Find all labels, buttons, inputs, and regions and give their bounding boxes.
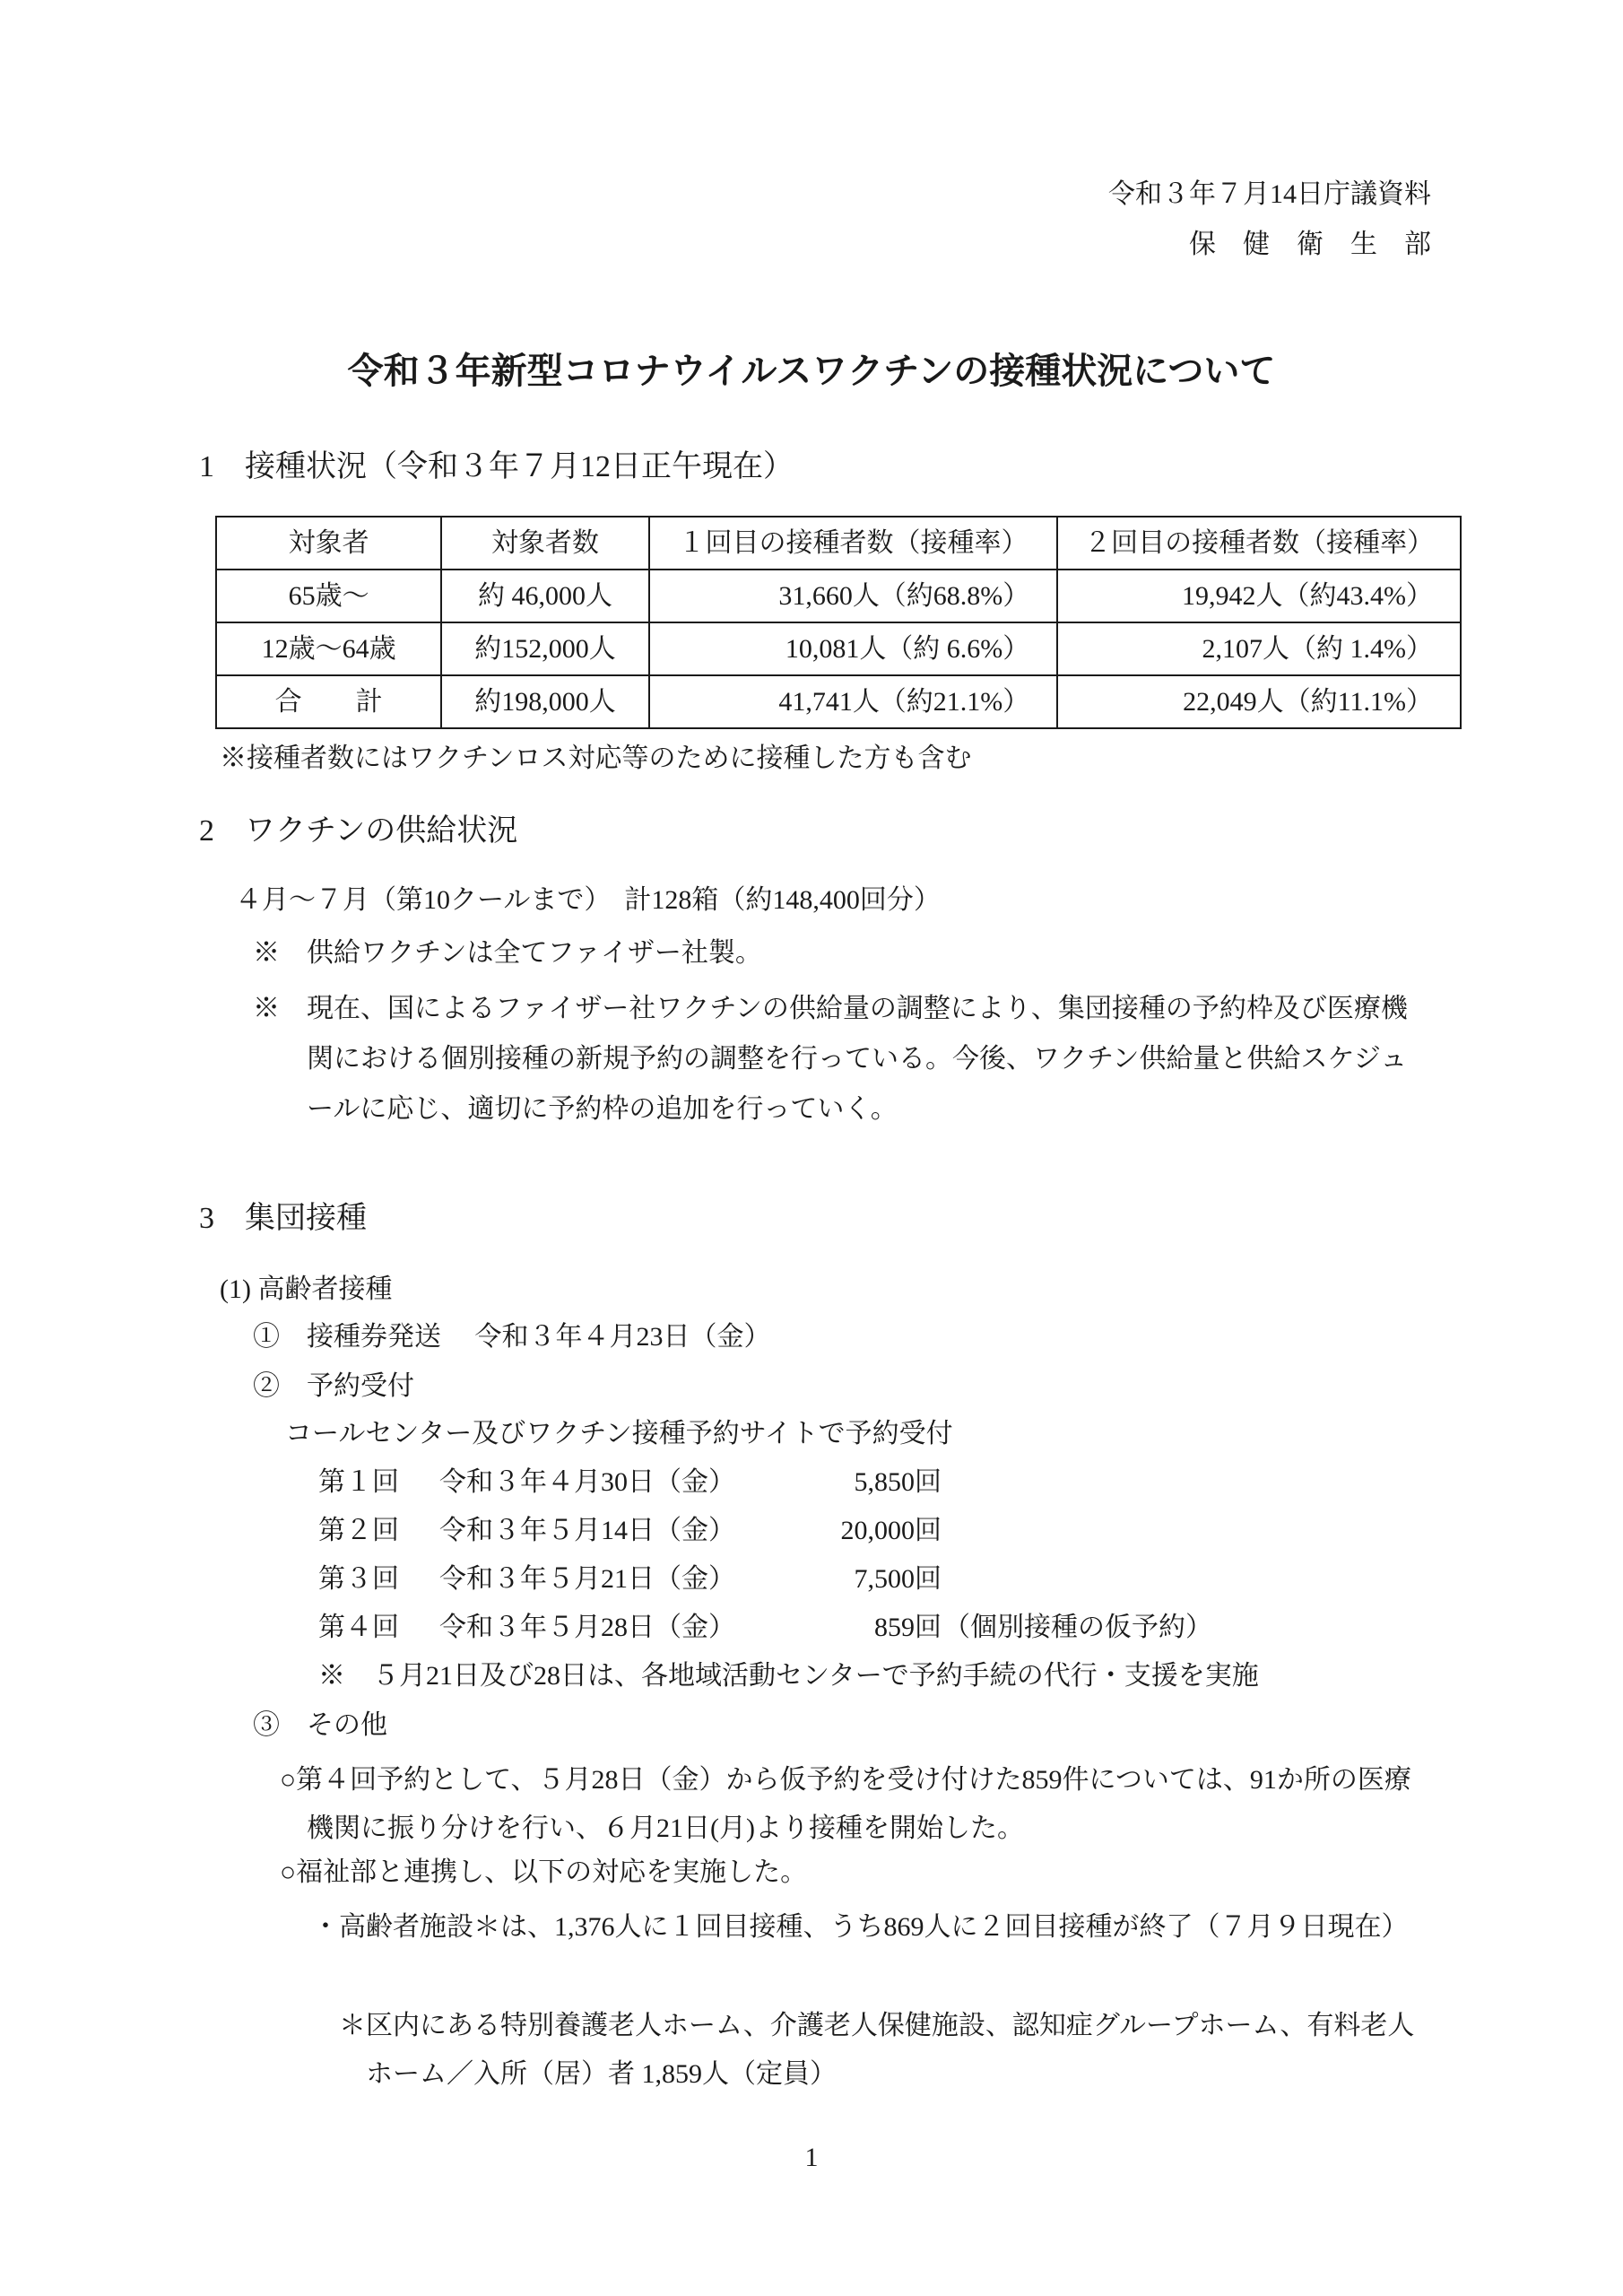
table-cell: 10,081人（約 6.6%） — [649, 622, 1058, 675]
reservation-date: 令和３年４月30日（金） — [439, 1467, 735, 1497]
supply-line: ４月～７月（第10クールまで） 計128箱（約148,400回分） — [235, 885, 941, 915]
item-ticket-dispatch: ① 接種券発送 令和３年４月23日（金） — [253, 1322, 771, 1352]
reservation-note: （個別接種の仮予約） — [943, 1613, 1212, 1642]
reservation-count: 20,000回 — [840, 1516, 942, 1545]
facility-footnote: ＊区内にある特別養護老人ホーム、介護老人保健施設、認知症グループホーム、有料老人ホーム／入所（居）者 1,859人（定員） — [339, 2011, 1415, 2089]
table-cell: 2,107人（約 1.4%） — [1057, 622, 1461, 675]
table-header-cell: 対象者数 — [441, 517, 649, 570]
reservation-count: 5,850回 — [854, 1467, 942, 1497]
section1-heading: 1 接種状況（令和３年７月12日正午現在） — [199, 450, 794, 483]
table-note: ※接種者数にはワクチンロス対応等のために接種した方も含む — [220, 744, 972, 773]
reservation-row — [318, 1609, 1212, 1647]
reservation-row — [318, 1464, 942, 1501]
table-cell: 19,942人（約43.4%） — [1057, 570, 1461, 622]
reservation-count: 7,500回 — [854, 1564, 942, 1594]
table-header-cell: １回目の接種者数（接種率） — [649, 517, 1058, 570]
reservation-row — [318, 1512, 942, 1550]
header-department: 保健衛生部 — [1189, 230, 1458, 259]
item-reservation: ② 予約受付 — [253, 1371, 414, 1401]
table-header-cell: ２回目の接種者数（接種率） — [1057, 517, 1461, 570]
table-cell: 31,660人（約68.8%） — [649, 570, 1058, 622]
callcenter-line: コールセンター及びワクチン接種予約サイトで予約受付 — [285, 1419, 953, 1448]
table-cell: 合 計 — [216, 675, 441, 728]
table-cell: 約 46,000人 — [441, 570, 649, 622]
table-row — [216, 622, 1461, 675]
section2-heading: 2 ワクチンの供給状況 — [199, 814, 518, 848]
reservation-support-note: ※ ５月21日及び28日は、各地域活動センターで予約手続の代行・支援を実施 — [318, 1661, 1259, 1691]
reservation-number: 第１回 — [318, 1467, 399, 1497]
section3-heading: 3 集団接種 — [199, 1202, 367, 1235]
table-row — [216, 675, 1461, 728]
subsection-elderly: (1) 高齢者接種 — [220, 1274, 393, 1304]
other-paragraph-1: ○第４回予約として、５月28日（金）から仮予約を受け付けた859件については、91か所の医療機関に振り分けを行い、６月21日(月)より接種を開始した。 — [280, 1765, 1411, 1843]
supply-note-1: ※ 供給ワクチンは全てファイザー社製。 — [253, 938, 762, 968]
table-cell: 約198,000人 — [441, 675, 649, 728]
reservation-row — [318, 1561, 942, 1598]
document-title: 令和３年新型コロナウイルスワクチンの接種状況について — [347, 351, 1276, 391]
supply-note-2: ※ 現在、国によるファイザー社ワクチンの供給量の調整により、集団接種の予約枠及び医療機関における個別接種の新規予約の調整を行っている。今後、ワクチン供給量と供給スケジュールに応じ、適切に予約枠の追加を行っていく。 — [253, 994, 1408, 1124]
item-other: ③ その他 — [253, 1710, 387, 1740]
table-cell: 12歳～64歳 — [216, 622, 441, 675]
table-row — [216, 570, 1461, 622]
reservation-date: 令和３年５月21日（金） — [439, 1564, 735, 1594]
table-cell: 41,741人（約21.1%） — [649, 675, 1058, 728]
other-paragraph-2: ○福祉部と連携し、以下の対応を実施した。 — [280, 1857, 808, 1887]
table-header-row — [216, 517, 1461, 570]
table-cell: 約152,000人 — [441, 622, 649, 675]
table-header-cell: 対象者 — [216, 517, 441, 570]
reservation-date: 令和３年５月28日（金） — [439, 1613, 735, 1642]
table-cell: 65歳～ — [216, 570, 441, 622]
reservation-date: 令和３年５月14日（金） — [439, 1516, 735, 1545]
header-date: 令和３年７月14日庁議資料 — [1108, 179, 1431, 209]
vaccination-status-table — [215, 516, 1462, 729]
reservation-number: 第２回 — [318, 1516, 399, 1545]
reservation-number: 第４回 — [318, 1613, 399, 1642]
facility-bullet: ・高齢者施設＊は、1,376人に１回目接種、うち869人に２回目接種が終了（７月９日現在） — [312, 1912, 1409, 1942]
page-number: 1 — [804, 2143, 819, 2172]
table-cell: 22,049人（約11.1%） — [1057, 675, 1461, 728]
reservation-number: 第３回 — [318, 1564, 399, 1594]
reservation-count: 859回 — [874, 1613, 942, 1642]
